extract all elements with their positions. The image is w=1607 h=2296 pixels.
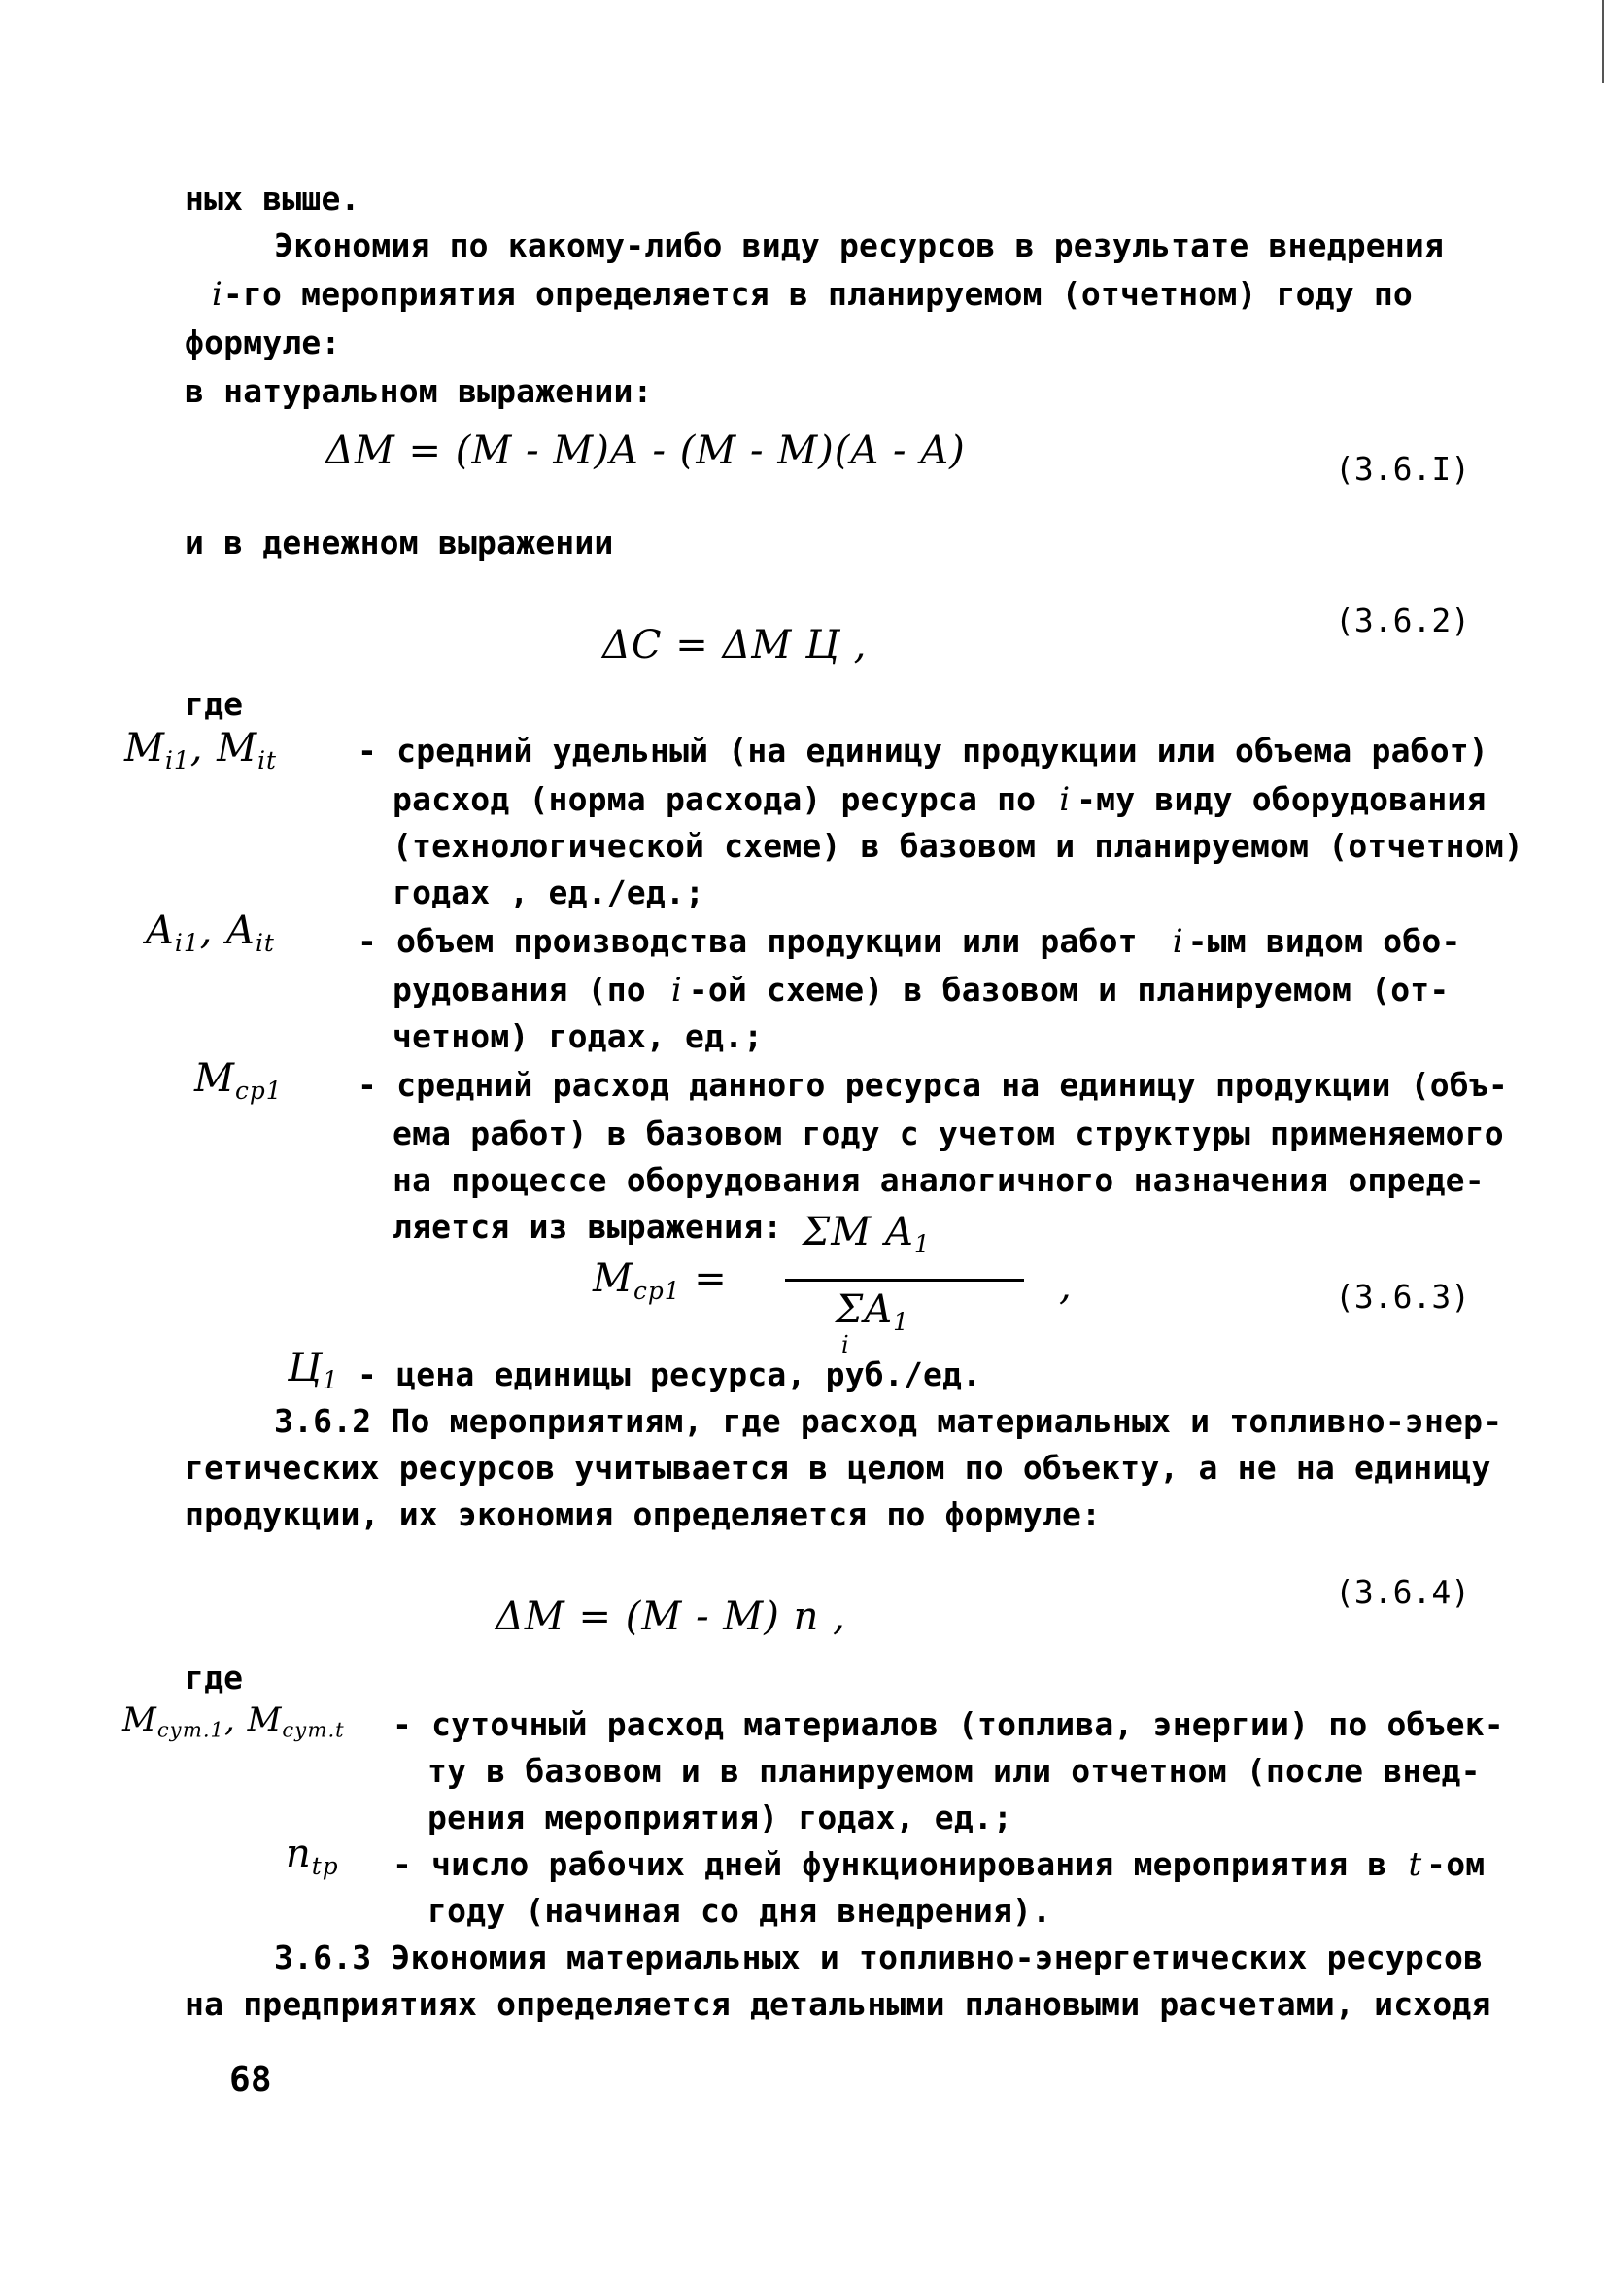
equation-number: (3.6.I) — [1335, 450, 1471, 488]
equation-number: (3.6.4) — [1335, 1573, 1471, 1611]
text-line: (технологической схеме) в базовом и планируемом (отчетном) — [393, 827, 1523, 865]
text-line: рудования (по i -ой схеме) в базовом и планируемом (от- — [393, 971, 1450, 1010]
text-line: гетических ресурсов учитывается в целом по объекту, а не на единицу — [185, 1449, 1491, 1487]
symbol-price: $Ц_1$ — [288, 1346, 339, 1394]
page-number: 68 — [229, 2060, 272, 2100]
text-line: ляется из выражения: — [393, 1208, 783, 1246]
text-line: и в денежном выражении — [185, 524, 614, 562]
text-line: где — [185, 685, 244, 723]
symbol-m-cyt: $M_{сут.1}$, $M_{сут.t}$ — [122, 1700, 345, 1742]
text-line: 3.6.2 По мероприятиям, где расход материальных и топливно-энер- — [274, 1402, 1503, 1440]
text-line: ту в базовом и в планируемом или отчетном (после внед- — [427, 1752, 1481, 1790]
symbol-i: i — [1059, 780, 1072, 819]
symbol-i: i — [212, 275, 223, 314]
text-line: - средний расход данного ресурса на единицу продукции (объ- — [358, 1066, 1508, 1104]
equation-3-6-3-numerator: ΣM $A_1$ — [803, 1210, 931, 1258]
text-line: расход (норма расхода) ресурса по i -му виду оборудования — [393, 780, 1487, 819]
text-span: -го мероприятия определяется в планируемом (отчетном) году по — [222, 275, 1414, 313]
fraction-bar — [785, 1279, 1024, 1282]
text-line: - средний удельный (на единицу продукции или объема работ) — [358, 732, 1488, 770]
equation-3-6-1 — [325, 428, 966, 475]
symbol-m-cp1: $M_{ср1}$ — [194, 1056, 283, 1105]
text-line: - суточный расход материалов (топлива, энергии) по объек- — [393, 1705, 1504, 1743]
text-line: ных выше. — [185, 180, 360, 218]
text-line: на процессе оборудования аналогичного назначения опреде- — [393, 1161, 1485, 1199]
equation-3-6-2 — [602, 622, 867, 669]
text-line: году (начиная со дня внедрения). — [427, 1892, 1052, 1930]
symbol-t: t — [1408, 1845, 1423, 1884]
text-line: годах , ед./ед.; — [393, 874, 705, 911]
text-line: ема работ) в базовом году с учетом структуры применяемого — [393, 1114, 1504, 1152]
text-line: - объем производства продукции или работ i -ым видом обо- — [358, 922, 1461, 961]
equation-text: ΔC = ΔM Ц , — [602, 623, 868, 668]
text-line: продукции, их экономия определяется по формуле: — [185, 1495, 1102, 1533]
equation-number: (3.6.2) — [1335, 601, 1471, 639]
symbol-m-i1-m-it: $M_{i1}$, $M_{it}$ — [124, 726, 277, 774]
text-line: рения мероприятия) годах, ед.; — [427, 1799, 1013, 1836]
symbol-i: i — [1172, 922, 1184, 961]
equation-3-6-3-lhs: $M_{ср1}$ = — [593, 1256, 728, 1305]
sum-index: i — [841, 1331, 850, 1358]
text-line: Экономия по какому-либо виду ресурсов в результате внедрения — [274, 226, 1445, 264]
text-line: формуле: — [185, 324, 341, 361]
text-line: - число рабочих дней функционирования мероприятия в t -ом — [393, 1845, 1486, 1884]
text-line: 3.6.3 Экономия материальных и топливно-энергетических ресурсов — [274, 1938, 1484, 1976]
scan-edge-line — [1602, 0, 1604, 83]
comma: , — [1059, 1264, 1073, 1309]
equation-3-6-3-denominator: $\Sigma A_1$ — [836, 1287, 909, 1336]
text-line: где — [185, 1659, 244, 1696]
equation-number: (3.6.3) — [1335, 1278, 1471, 1316]
symbol-n-tp: $n_{tр}$ — [286, 1832, 339, 1880]
symbol-i: i — [670, 971, 683, 1010]
text-line: - цена единицы ресурса, руб./ед. — [358, 1355, 982, 1393]
symbol-a-i1-a-it: $A_{i1}$, $A_{it}$ — [146, 908, 275, 957]
text-line: в натуральном выражении: — [185, 372, 653, 410]
equation-text: ΔM = (M - M)A - (M - M)(A - A) — [325, 428, 966, 473]
equation-3-6-4 — [496, 1593, 846, 1641]
equation-text: ΔM = (M - M) n , — [496, 1594, 846, 1639]
text-line: на предприятиях определяется детальными плановыми расчетами, исходя — [185, 1985, 1491, 2023]
text-line: четном) годах, ед.; — [393, 1017, 764, 1055]
text-line — [212, 270, 1413, 319]
